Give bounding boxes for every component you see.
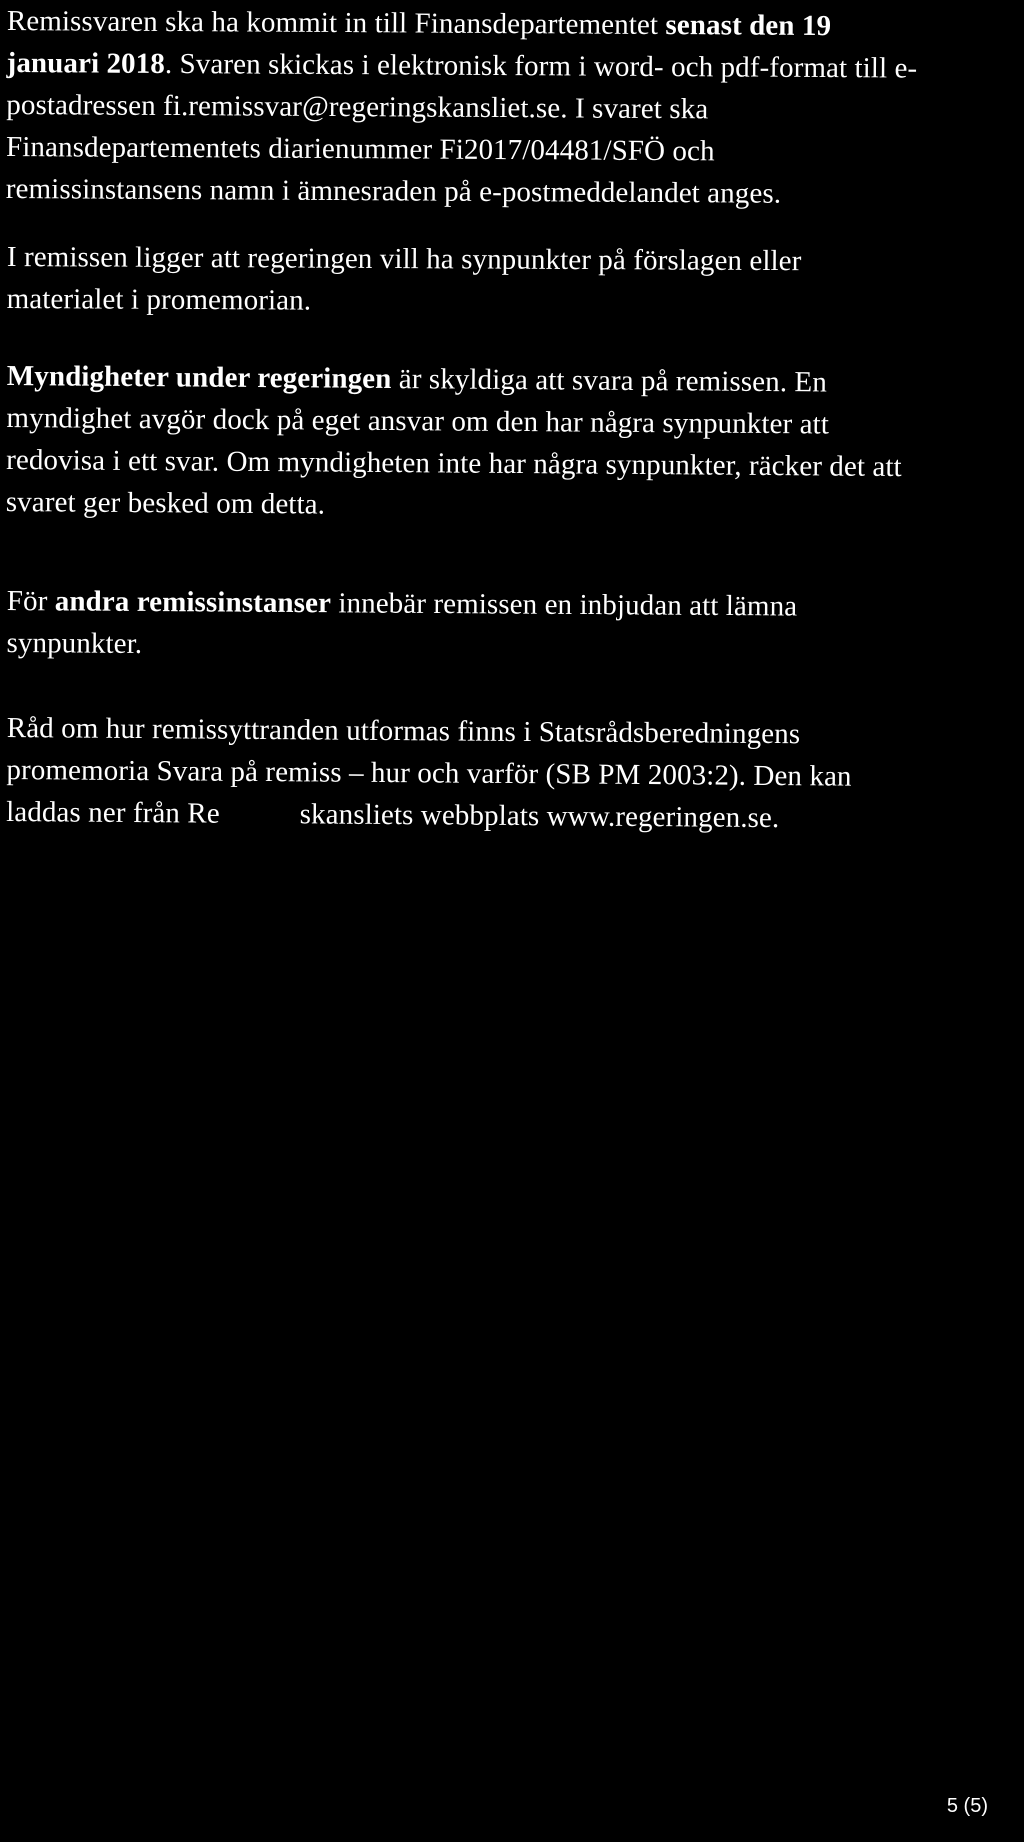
redaction-gap [220, 823, 300, 824]
page-number: 5 (5) [946, 1795, 988, 1817]
text-span: skansliets webbplats www.regeringen.se. [299, 798, 780, 835]
paragraph-submission-instructions [6, 0, 1017, 216]
deadline-bold-text: januari 2018 [6, 47, 166, 81]
text-line: synpunkter. [6, 627, 143, 660]
text-span: . Svaren skickas i elektronisk form i word- och pdf-format till e- [164, 48, 918, 85]
text-line [6, 42, 1016, 90]
authorities-bold-text: Myndigheter under regeringen [6, 359, 392, 396]
text-line: promemoria Svara på remiss – hur och varför (SB PM 2003:2). Den kan [6, 754, 852, 793]
text-line: redovisa i ett svar. Om myndigheten inte har några synpunkter, räcker det att [6, 444, 902, 484]
text-line: myndighet avgör dock på eget ansvar om den har några synpunkter att [6, 402, 830, 441]
text-line: remissinstansens namn i ämnesraden på e-postmeddelandet anges. [5, 173, 782, 210]
text-line: materialet i promemorian. [6, 283, 312, 317]
text-line: postadressen fi.remissvar@regeringskansliet.se. I svaret ska [6, 89, 709, 126]
paragraph-remiss-purpose [7, 236, 1017, 325]
text-span: laddas ner från Re [6, 796, 220, 830]
text-line: svaret ger besked om detta. [5, 486, 326, 521]
text-line: I remissen ligger att regeringen vill ha synpunkter på förslagen eller [6, 240, 802, 278]
text-span: Remissvaren ska ha kommit in till Finansdepartementet [6, 4, 666, 42]
text-line [7, 580, 1017, 629]
deadline-bold-text: senast den 19 [665, 9, 832, 43]
text-span: är skyldiga att svara på remissen. En [391, 363, 828, 399]
text-span: För [6, 584, 55, 618]
paragraph-guidance [6, 707, 1017, 841]
other-bodies-bold-text: andra remissinstanser [54, 585, 332, 620]
text-line [7, 0, 1017, 48]
paragraph-authorities-obligation [6, 355, 1017, 531]
paragraph-other-bodies [6, 580, 1017, 671]
text-line [6, 791, 1016, 841]
text-span: innebär remissen en inbjudan att lämna [330, 587, 798, 623]
text-line: Råd om hur remissyttranden utformas finns i Statsrådsberedningens [6, 711, 801, 751]
text-line: Finansdepartementets diarienummer Fi2017/04481/SFÖ och [6, 131, 715, 168]
